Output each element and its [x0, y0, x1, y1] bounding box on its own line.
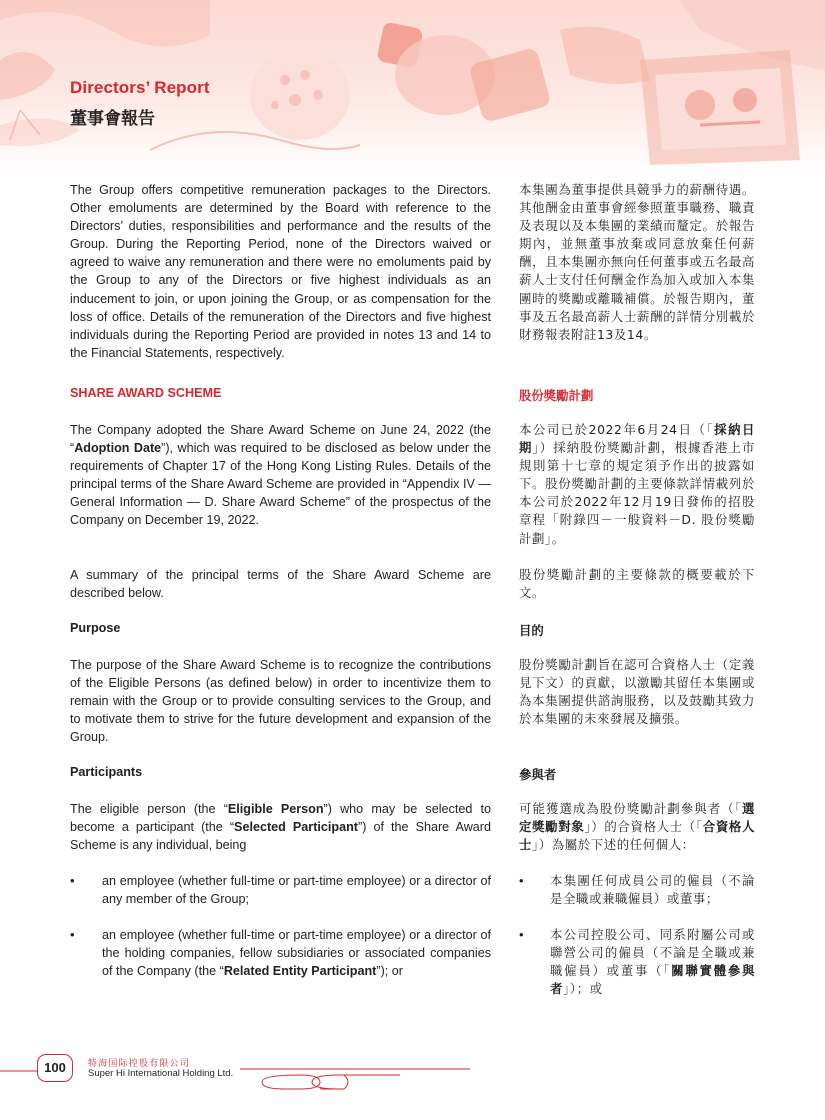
participants-heading-en: Participants — [70, 765, 143, 779]
participants-paragraph-zh: 可能獲選成為股份獎勵計劃參與者（「選定獎勵對象」）的合資格人士（「合資格人士」）為屬於下述的任何個人： — [519, 801, 755, 853]
summary-paragraph-en: A summary of the principal terms of the Share Award Scheme are described below. — [70, 568, 491, 601]
bullet-text-en-2: an employee (whether full-time or part-time employee) or a director of the holding companies, fellow subsidiaries or associated companies of the Company (the “Related Entity Participant”); or — [102, 928, 491, 979]
purpose-paragraph-en: The purpose of the Share Award Scheme is to recognize the contributions of the Eligible Persons (as defined below) in order to incentivize them to remain with the Group or to provide consulting services to the Group, and to motivate them to strive for the future development and expansion of the Group. — [70, 658, 491, 745]
company-name-zh: 特海国际控股有限公司 — [88, 1059, 191, 1069]
bullet-icon: • — [519, 927, 524, 942]
purpose-heading-en: Purpose — [70, 621, 121, 635]
page-title-zh: 董事會報告 — [70, 109, 155, 129]
eligible-person-term: Eligible Person — [227, 802, 324, 816]
summary-paragraph-zh: 股份獎勵計劃的主要條款的概要載於下文。 — [519, 567, 755, 601]
company-name-en: Super Hi International Holding Ltd. — [88, 1068, 234, 1079]
page-footer — [0, 1045, 825, 1120]
bullet-icon: • — [519, 873, 524, 888]
remuneration-paragraph-en: The Group offers competitive remuneration packages to the Directors. Other emoluments are determined by the Board with reference to the Directors’ duties, responsibilities and performance and the results of the Group. During the Reporting Period, none of the Directors waived or agreed to waive any remuneration and there were no emoluments paid by the Group to any of the Directors or five highest individuals as an inducement to join, or upon joining the Group, or as compensation for the loss of office. Details of the remuneration of the Directors and five highest individuals during the Reporting Period are provided in notes 13 and 14 to the Financial Statements, respectively. — [70, 183, 491, 360]
bullet-icon: • — [70, 927, 75, 942]
eligible-person-term-zh: 合資格人士 — [519, 819, 755, 853]
share-award-heading-zh: 股份獎勵計劃 — [519, 388, 594, 403]
adoption-paragraph-zh: 本公司已於2022年6月24日（「採納日期」）採納股份獎勵計劃，根據香港上市規則第十七章的規定須予作出的披露如下。股份獎勵計劃的主要條款詳情載列於本公司於2022年12月19日發佈的招股章程「附錄四－一般資料－D. 股份獎勵計劃」。 — [519, 422, 755, 546]
adoption-date-term: Adoption Date — [74, 441, 162, 456]
bullet-text-zh-1: 本集團任何成員公司的僱員（不論是全職或兼職僱員）或董事； — [550, 873, 755, 907]
adoption-date-term-zh: 採納日期 — [519, 422, 755, 456]
selected-participant-term: Selected Participant — [234, 820, 358, 835]
participants-heading-zh: 參與者 — [519, 767, 557, 782]
remuneration-paragraph-zh: 本集團為董事提供具競爭力的薪酬待遇。其他酬金由董事會經參照董事職務、職責及表現以及本集團的業績而釐定。於報告期內，並無董事放棄或同意放棄任何薪酬，且本集團亦無向任何董事或五名最高薪人士支付任何酬金作為加入或加入本集團時的獎勵或離職補償。於報告期內，董事及五名最高薪人士薪酬的詳情分別載於財務報表附註13及14。 — [519, 182, 755, 342]
bullet-text-en-1: an employee (whether full-time or part-time employee) or a director of any member of the Group; — [102, 874, 491, 907]
purpose-paragraph-zh: 股份獎勵計劃旨在認可合資格人士（定義見下文）的貢獻，以激勵其留任本集團或為本集團提供諮詢服務，以及鼓勵其致力於本集團的未來發展及擴張。 — [519, 657, 755, 727]
bullet-icon: • — [70, 873, 75, 888]
page-number: 100 — [37, 1054, 73, 1082]
bullet-text-zh-2: 本公司控股公司、同系附屬公司或聯營公司的僱員（不論是全職或兼職僱員）或董事（「關聯實體參與者」）；或 — [550, 927, 755, 997]
selected-participant-term-zh: 選定獎勵對象 — [519, 801, 755, 835]
adoption-paragraph-en: The Company adopted the Share Award Scheme on June 24, 2022 (the “Adoption Date”), which was required to be disclosed as below under the requirements of Chapter 17 of the Hong Kong Listing Rules. Details of the principal terms of the Share Award Scheme are provided in “Appendix IV — General Information — D. Share Award Scheme” of the prospectus of the Company on December 19, 2022. — [70, 423, 491, 528]
participants-paragraph-en: The eligible person (the “Eligible Person”) who may be selected to become a participant (the “Selected Participant”) of the Share Award Scheme is any individual, being — [70, 802, 492, 853]
purpose-heading-zh: 目的 — [519, 623, 544, 638]
related-entity-term: Related Entity Participant — [223, 964, 377, 979]
related-entity-term-zh: 關聯實體參與者 — [550, 963, 755, 997]
share-award-heading-en: SHARE AWARD SCHEME — [70, 386, 222, 400]
page-title-en: Directors’ Report — [70, 78, 210, 97]
